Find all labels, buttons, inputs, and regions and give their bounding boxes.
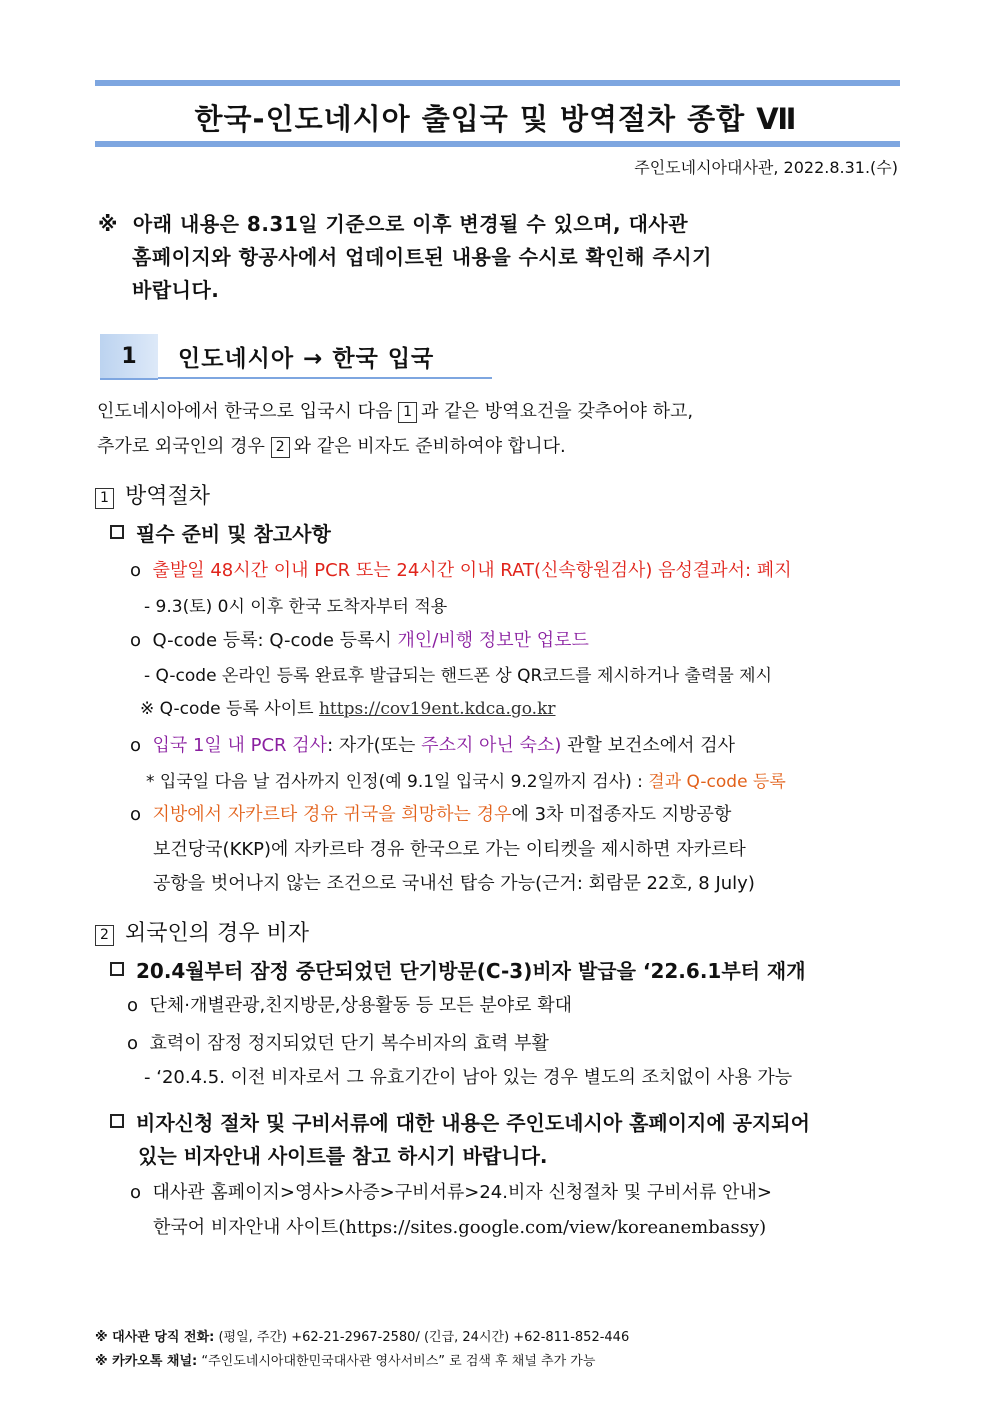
visa-guide-link[interactable]: (https://sites.google.com/view/koreanembassy) [338, 1217, 767, 1238]
part2-heading-2-line-2: 있는 비자안내 사이트를 참고 하시기 바랍니다. [138, 1144, 548, 1168]
square-bullet-icon [110, 1114, 124, 1128]
bullet-transit-line-3: 공항을 벗어나지 않는 조건으로 국내선 탑승 가능(근거: 회람문 22호, 8 July) [153, 873, 755, 894]
bullet-visa-guide: o 대사관 홈페이지>영사>사증>구비서류>24.비자 신청절차 및 구비서류 안내> [130, 1182, 772, 1203]
footer-kakao: ※ 카카오톡 채널: “주인도네시아대한민국대사관 영사서비스” 로 검색 후 채널 추가 가능 [95, 1354, 596, 1369]
part1-heading: 필수 준비 및 참고사항 [110, 518, 331, 547]
bullet-transit: o 지방에서 자카르타 경유 귀국을 희망하는 경우에 3차 미접종자도 지방공항 [130, 804, 732, 825]
part1-title: 1 방역절차 [95, 479, 210, 510]
bullet-visa-expand: o 단체·개별관광,친지방문,상용활동 등 모든 분야로 확대 [127, 995, 573, 1016]
page-title: 한국-인도네시아 출입국 및 방역절차 종합 Ⅶ [194, 102, 798, 136]
circle-bullet-icon: o [127, 1033, 139, 1054]
part2-title: 2 외국인의 경우 비자 [95, 916, 309, 947]
bullet-pcr-abolished: o 출발일 48시간 이내 PCR 또는 24시간 이내 RAT(신속항원검사) 음성결과서: 폐지 [130, 560, 792, 581]
bullet-qcode-note: ※ Q-code 등록 사이트 https://cov19ent.kdca.go.kr [140, 699, 556, 719]
circle-bullet-icon: o [130, 560, 142, 581]
box-number: 1 [398, 402, 417, 423]
circle-bullet-icon: o [130, 630, 142, 651]
issue-date: 주인도네시아대사관, 2022.8.31.(수) [634, 158, 898, 177]
bullet-transit-line-2: 보건당국(KKP)에 자카르타 경유 한국으로 가는 이티켓을 제시하면 자카르타 [153, 839, 746, 860]
intro-line-2: 추가로 외국인의 경우 2 와 같은 비자도 준비하여야 합니다. [97, 436, 566, 457]
title-top-rule [95, 80, 900, 86]
section-number: 1 [100, 334, 158, 380]
notice-line-1: ※ 아래 내용은 8.31일 기준으로 이후 변경될 수 있으며, 대사관 [98, 212, 689, 236]
bullet-pcr-test: o 입국 1일 내 PCR 검사: 자가(또는 주소지 아닌 숙소) 관할 보건소에서 검사 [130, 735, 736, 756]
bullet-pcr-test-sub: * 입국일 다음 날 검사까지 인정(예 9.1일 입국시 9.2일까지 검사) : 결과 Q-code 등록 [146, 772, 786, 792]
intro-line-1: 인도네시아에서 한국으로 입국시 다음 1 과 같은 방역요건을 갖추어야 하고, [97, 401, 694, 422]
footer-phone: ※ 대사관 당직 전화: (평일, 주간) +62-21-2967-2580/ (긴급, 24시간) +62-811-852-446 [95, 1330, 630, 1345]
bullet-visa-guide-line-2: 한국어 비자안내 사이트(https://sites.google.com/view/koreanembassy) [153, 1217, 767, 1238]
title-bottom-rule [95, 141, 900, 147]
box-number: 2 [95, 925, 114, 946]
notice-line-2: 홈페이지와 항공사에서 업데이트된 내용을 수시로 확인해 주시기 [132, 245, 712, 269]
box-number: 2 [271, 437, 290, 458]
bullet-visa-restore-sub: - ‘20.4.5. 이전 비자로서 그 유효기간이 남아 있는 경우 별도의 조치없이 사용 가능 [144, 1067, 793, 1088]
bullet-qcode-sub: - Q-code 온라인 등록 완료후 발급되는 핸드폰 상 QR코드를 제시하거나 출력물 제시 [144, 666, 772, 686]
section-underline [158, 377, 492, 379]
circle-bullet-icon: o [130, 804, 142, 825]
notice-line-3: 바랍니다. [132, 278, 220, 302]
notice-mark: ※ [98, 212, 118, 236]
bullet-visa-restore: o 효력이 잠정 정지되었던 단기 복수비자의 효력 부활 [127, 1033, 549, 1054]
box-number: 1 [95, 488, 114, 509]
bullet-pcr-sub: - 9.3(토) 0시 이후 한국 도착자부터 적용 [144, 597, 448, 617]
section-title: 인도네시아 → 한국 입국 [178, 346, 435, 372]
part2-heading-1: 20.4월부터 잠정 중단되었던 단기방문(C-3)비자 발급을 ‘22.6.1부터 재개 [110, 955, 806, 984]
square-bullet-icon [110, 962, 124, 976]
circle-bullet-icon: o [130, 735, 142, 756]
qcode-site-link[interactable]: https://cov19ent.kdca.go.kr [318, 699, 556, 719]
bullet-qcode: o Q-code 등록: Q-code 등록시 개인/비행 정보만 업로드 [130, 630, 589, 651]
circle-bullet-icon: o [127, 995, 139, 1016]
part2-heading-2: 비자신청 절차 및 구비서류에 대한 내용은 주인도네시아 홈페이지에 공지되어 [110, 1107, 810, 1136]
circle-bullet-icon: o [130, 1182, 142, 1203]
square-bullet-icon [110, 525, 124, 539]
